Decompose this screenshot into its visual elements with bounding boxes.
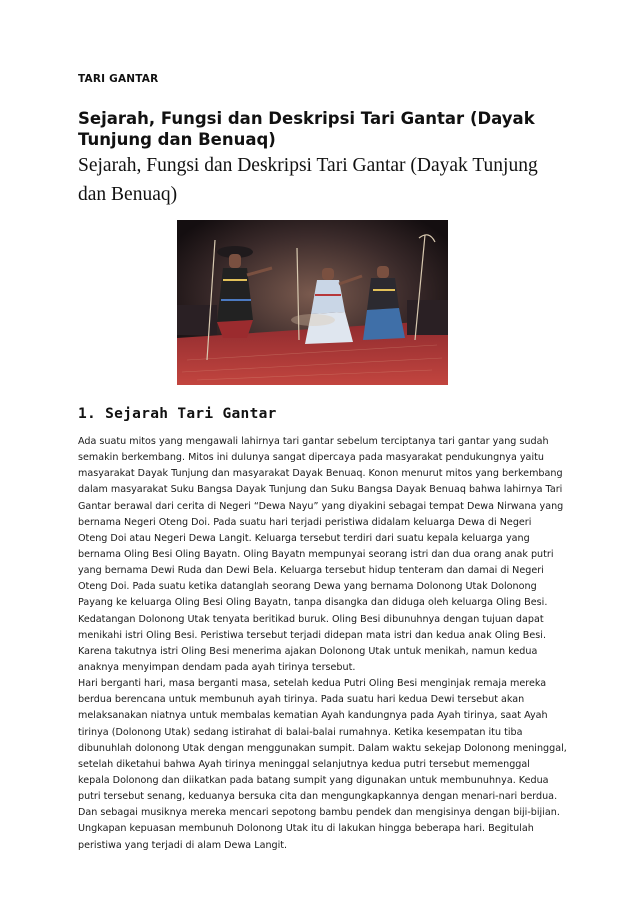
body-line: berdua berencana untuk membunuh ayah tirinya. Pada suatu hari kedua Dewi tersebut akan — [78, 694, 525, 706]
body-line: menikahi istri Oling Besi. Peristiwa tersebut terjadi didepan mata istri dan kedua anak Oling Besi. — [78, 629, 546, 641]
body-line: Oteng Doi. Pada suatu ketika datanglah seorang Dewa yang bernama Dolonong Utak Dolonong — [78, 581, 537, 593]
body-line: semakin berkembang. Mitos ini dulunya sangat dipercaya pada masyarakat pendukungnya yaitu — [78, 452, 544, 464]
body-line: kepala Dolonong dan diikatkan pada batang sumpit yang digunakan untuk membunuhnya. Kedua — [78, 774, 549, 786]
body-text — [78, 434, 568, 854]
section-heading: 1. Sejarah Tari Gantar — [78, 406, 277, 422]
body-line: yang bernama Dewi Ruda dan Dewi Bela. Keluarga tersebut hidup tenteram dan damai di Negeri — [78, 565, 544, 577]
body-line: Kedatangan Dolonong Utak tenyata beritikad buruk. Oling Besi dibunuhnya dengan tujuan dapat — [78, 613, 544, 625]
body-line: bernama Negeri Oteng Doi. Pada suatu hari terjadi peristiwa didalam keluarga Dewa di Negeri — [78, 516, 532, 528]
body-line: peristiwa yang terjadi di alam Dewa Langit. — [78, 839, 288, 851]
body-line: setelah diketahui bahwa Ayah tirinya meninggal selanjutnya kedua putri tersebut memenggal — [78, 758, 530, 770]
body-line: dalam masyarakat Suku Bangsa Dayak Tunjung dan Suku Bangsa Dayak Benuaq bahwa lahirnya Tari — [78, 484, 563, 496]
body-line: dibunuhlah dolonong Utak dengan menggunakan sumpit. Dalam waktu sekejap Dolonong meninggal, — [78, 742, 567, 754]
body-line: bernama Oling Besi Oling Bayatn. Oling Bayatn mempunyai seorang istri dan dua orang anak putri — [78, 548, 554, 560]
body-line: melaksanakan niatnya untuk membalas kematian Ayah kandungnya pada Ayah tirinya, saat Ayah — [78, 710, 548, 722]
body-line: masyarakat Dayak Tunjung dan masyarakat Dayak Benuaq. Konon menurut mitos yang berkembang — [78, 468, 563, 480]
body-line: Hari berganti hari, masa berganti masa, setelah kedua Putri Oling Besi menginjak remaja mereka — [78, 678, 547, 690]
body-line: Ada suatu mitos yang mengawali lahirnya tari gantar sebelum terciptanya tari gantar yang sudah — [78, 436, 549, 447]
body-line: tirinya (Dolonong Utak) sedang istirahat di balai-balai rumahnya. Ketika kesempatan itu tiba — [78, 726, 523, 738]
body-line: Payang ke keluarga Oling Besi Oling Bayatn, tanpa disangka dan diduga oleh keluarga Oling Besi. — [78, 597, 548, 609]
body-line: Gantar berawal dari cerita di Negeri “Dewa Nayu” yang diyakini sebagai tempat Dewa Nirwana yang — [78, 500, 564, 512]
article-title-bold: Sejarah, Fungsi dan Deskripsi Tari Gantar (Dayak Tunjung dan Benuaq) — [78, 109, 535, 149]
topic-label: TARI GANTAR — [78, 73, 159, 85]
body-line: Ungkapan kepuasan membunuh Dolonong Utak itu di lakukan hingga beberapa hari. Begitulah — [78, 823, 534, 835]
gantar-dance-photo — [177, 220, 448, 385]
article-title-serif: Sejarah, Fungsi dan Deskripsi Tari Gantar (Dayak Tunjung dan Benuaq) — [78, 155, 538, 205]
body-line: Oteng Doi atau Negeri Dewa Langit. Keluarga tersebut terdiri dari suatu kepala keluarga yang — [78, 532, 530, 544]
body-line: Dan sebagai musiknya mereka mencari sepotong bambu pendek dan mengisinya dengan biji-bijian. — [78, 807, 560, 819]
body-line: putri tersebut senang, keduanya bersuka cita dan mengungkapkannya dengan menari-nari berdua. — [78, 791, 558, 803]
body-line: anaknya menyimpan dendam pada ayah tirinya tersebut. — [78, 661, 356, 673]
dance-photo-icon — [177, 220, 448, 385]
body-line: Karena takutnya istri Oling Besi menerima ajakan Dolonong Utak untuk menikah, namun kedua — [78, 645, 538, 657]
